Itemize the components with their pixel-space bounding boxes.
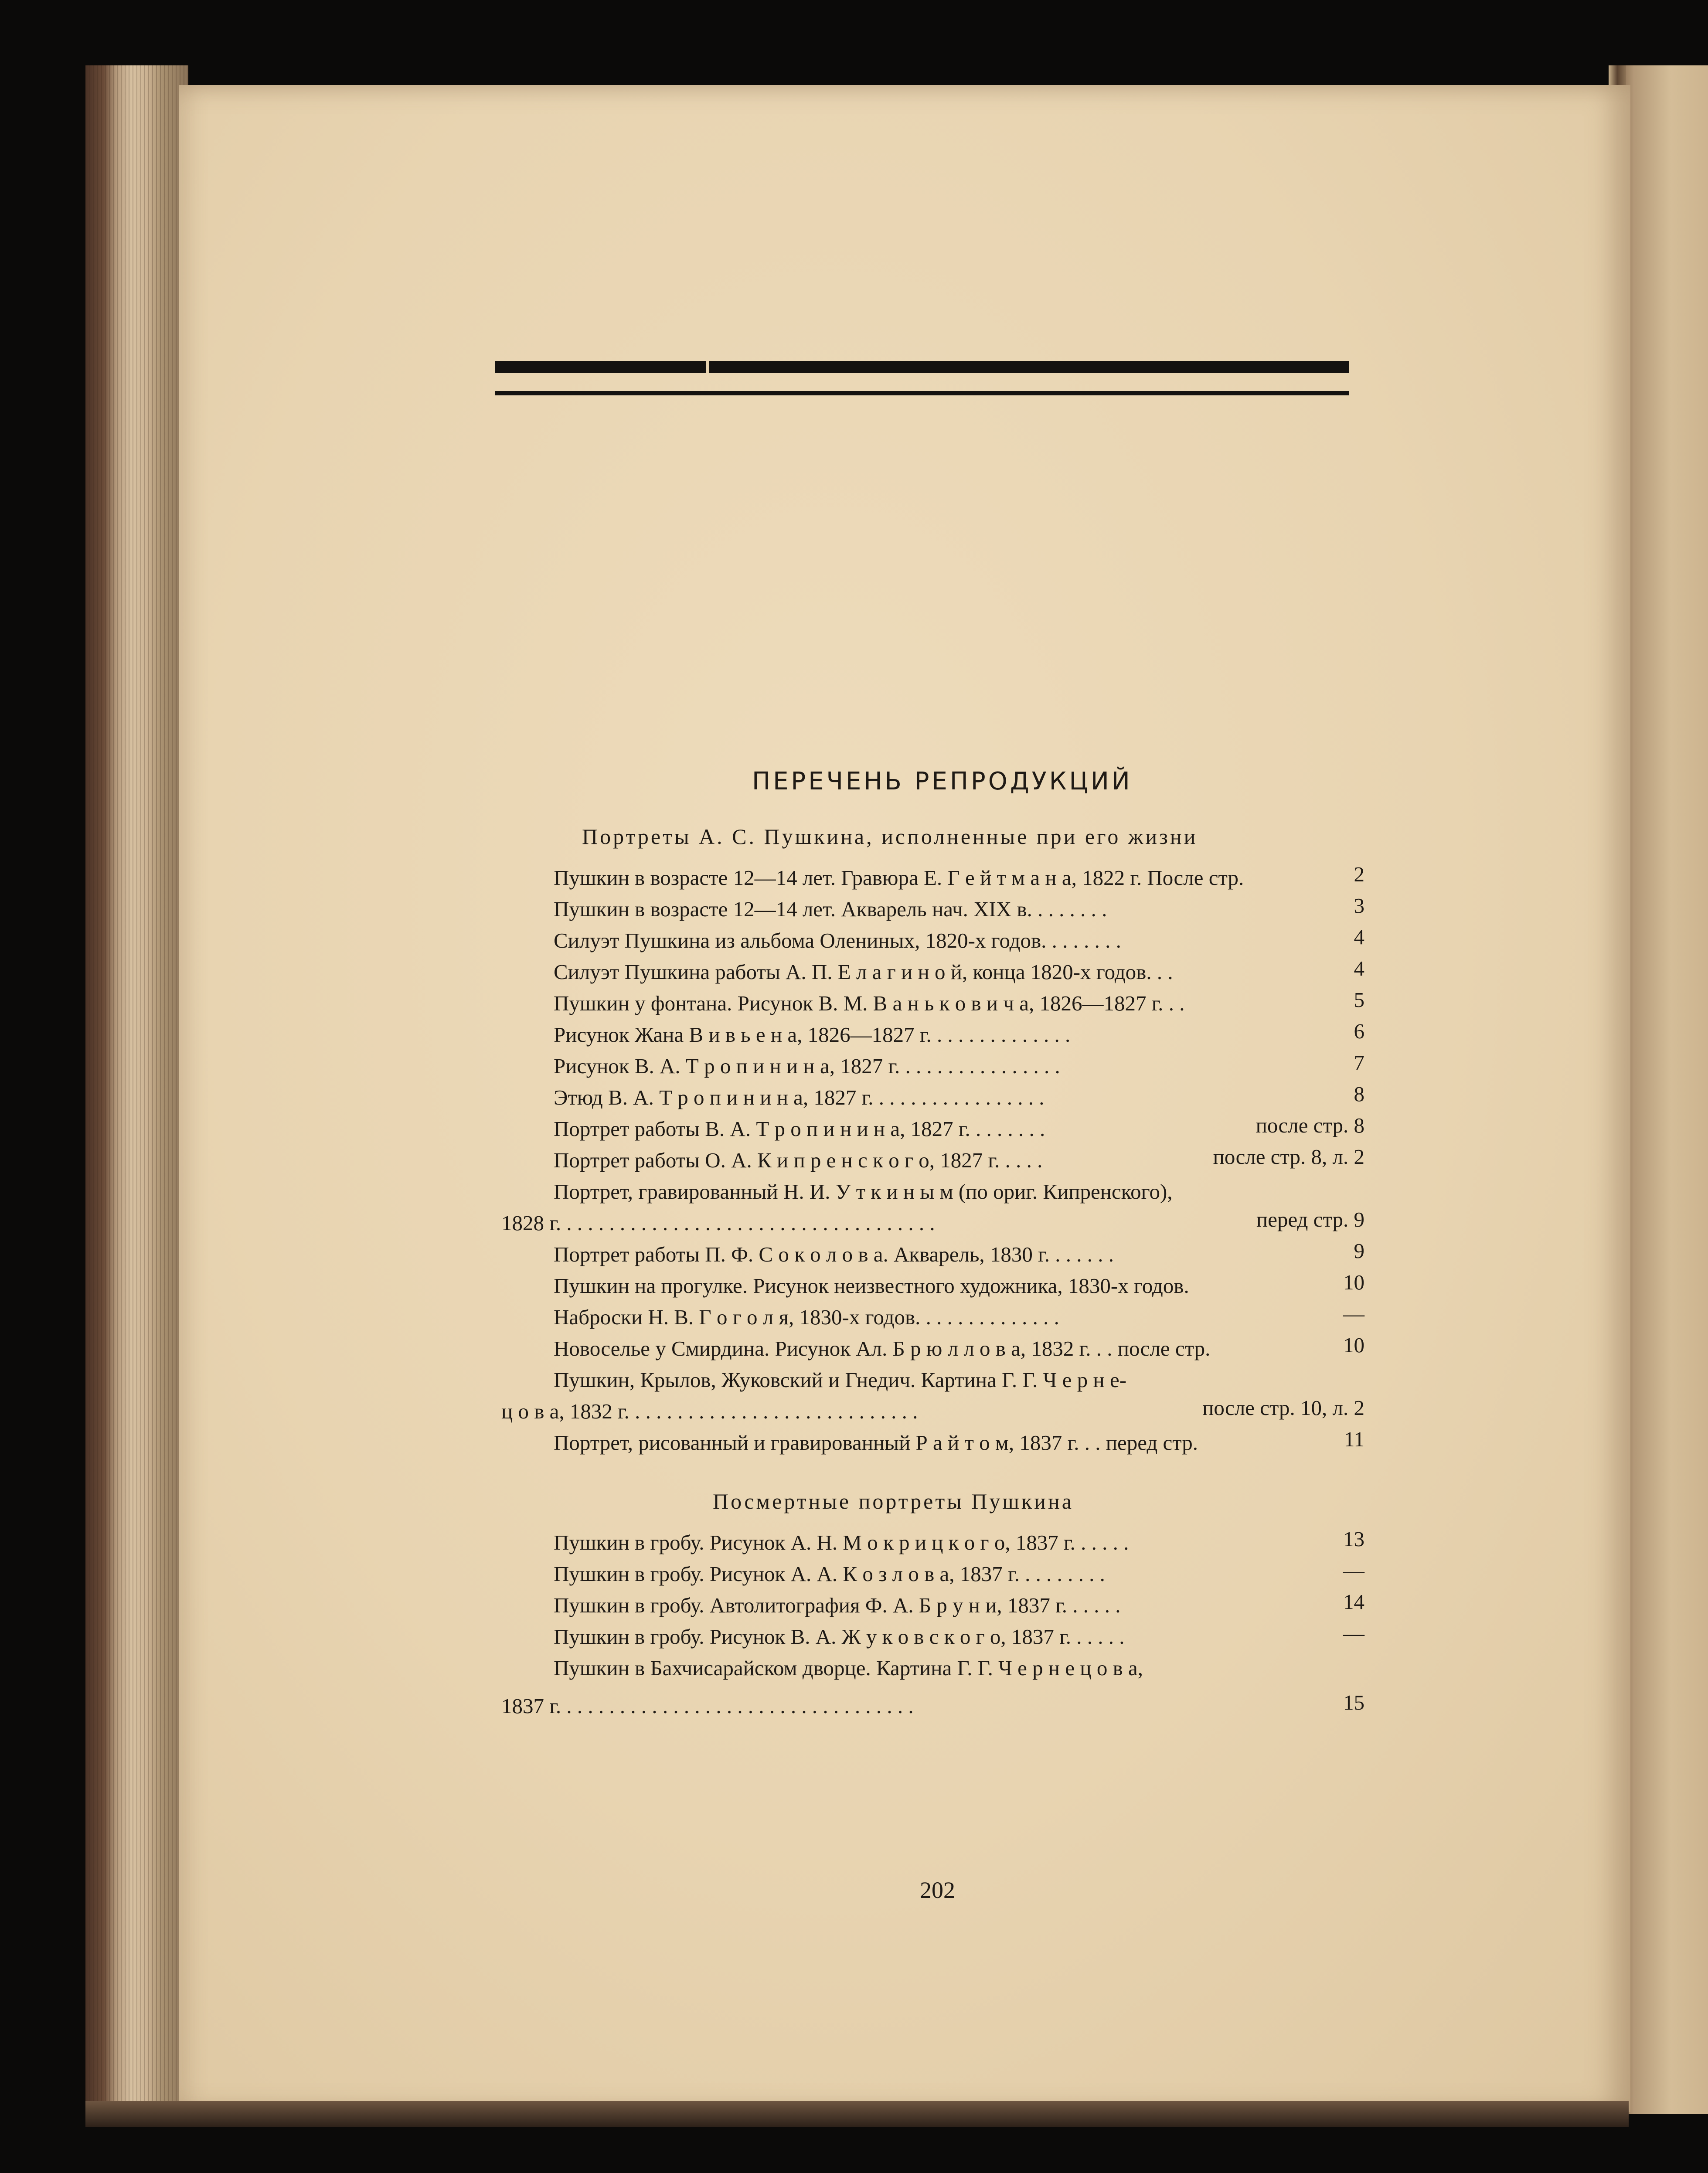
entry-page: 9	[1354, 1239, 1364, 1263]
entry-page: 10	[1343, 1333, 1364, 1357]
entry-page: —	[1343, 1302, 1364, 1326]
list-item	[554, 1333, 1364, 1362]
list-item	[554, 1558, 1364, 1588]
entry-title: Пушкин в гробу. Рисунок В. А. Ж у к о в с к о г о, 1837 г. . . . . .	[554, 1625, 1125, 1649]
list-item	[554, 1082, 1364, 1111]
ornamental-rule-thin	[495, 391, 1349, 395]
entry-page: 8	[1354, 1082, 1364, 1106]
entry-page: 13	[1343, 1527, 1364, 1551]
entry-page: 4	[1354, 925, 1364, 949]
entry-title: Силуэт Пушкина из альбома Олениных, 1820-х годов. . . . . . . .	[554, 928, 1121, 952]
list-item	[554, 1019, 1364, 1048]
list-item	[554, 894, 1364, 923]
entry-title: Рисунок Жана В и в ь е н а, 1826—1827 г. . . . . . . . . . . . . .	[554, 1023, 1071, 1047]
entry-title: Пушкин у фонтана. Рисунок В. М. В а н ь к о в и ч а, 1826—1827 г. . .	[554, 991, 1185, 1015]
entry-title: Портрет, гравированный Н. И. У т к и н ы м (по ориг. Кипренского),	[554, 1180, 1173, 1204]
list-item	[554, 1367, 1364, 1394]
page-number: 202	[920, 1877, 955, 1903]
section-heading-posthumous-portraits: Посмертные портреты Пушкина	[713, 1489, 1074, 1513]
list-item	[554, 862, 1364, 891]
list-item	[554, 1051, 1364, 1080]
ornamental-rule-break	[706, 361, 709, 373]
entry-title: Пушкин, Крылов, Жуковский и Гнедич. Картина Г. Г. Ч е р н е-	[554, 1368, 1127, 1392]
list-item	[554, 1527, 1364, 1556]
entry-page: 7	[1354, 1051, 1364, 1075]
entry-title: Пушкин в гробу. Рисунок А. А. К о з л о в а, 1837 г. . . . . . . . .	[554, 1562, 1105, 1586]
entry-title: Пушкин в Бахчисарайском дворце. Картина Г. Г. Ч е р н е ц о в а,	[554, 1656, 1143, 1680]
entry-page: перед стр. 9	[1256, 1207, 1364, 1231]
entry-title: Рисунок В. А. Т р о п и н и н а, 1827 г. . . . . . . . . . . . . . . .	[554, 1054, 1060, 1078]
ornamental-rule-thick	[495, 361, 1349, 373]
list-item	[554, 1302, 1364, 1331]
entry-title-continuation: 1828 г. . . . . . . . . . . . . . . . . . . . . . . . . . . . . . . . . . . .	[501, 1211, 935, 1235]
list-item-continuation	[501, 1396, 1364, 1425]
entry-title: Портрет работы П. Ф. С о к о л о в а. Акварель, 1830 г. . . . . . .	[554, 1242, 1114, 1266]
entry-title-continuation: 1837 г. . . . . . . . . . . . . . . . . . . . . . . . . . . . . . . . . .	[501, 1694, 914, 1718]
entry-page: 11	[1344, 1427, 1364, 1451]
entry-title: Пушкин на прогулке. Рисунок неизвестного художника, 1830-х годов.	[554, 1274, 1189, 1298]
entry-title: Новоселье у Смирдина. Рисунок Ал. Б р ю л л о в а, 1832 г. . . после стр.	[554, 1336, 1211, 1360]
list-item	[554, 988, 1364, 1017]
entry-title: Силуэт Пушкина работы А. П. Е л а г и н о й, конца 1820-х годов. . .	[554, 960, 1173, 984]
entry-title: Пушкин в гробу. Рисунок А. Н. М о к р и ц к о г о, 1837 г. . . . . .	[554, 1530, 1129, 1554]
entry-page: после стр. 8, л. 2	[1213, 1145, 1364, 1169]
entry-page: —	[1343, 1558, 1364, 1582]
entry-title: Портрет, рисованный и гравированный Р а й т о м, 1837 г. . . перед стр.	[554, 1431, 1198, 1455]
entry-title: Наброски Н. В. Г о г о л я, 1830-х годов. . . . . . . . . . . . . .	[554, 1305, 1059, 1329]
entry-page: 10	[1343, 1270, 1364, 1294]
list-item	[554, 1179, 1364, 1205]
list-item	[554, 1270, 1364, 1299]
book-bottom-shadow	[85, 2101, 1629, 2127]
entry-title: Пушкин в гробу. Автолитография Ф. А. Б р у н и, 1837 г. . . . . .	[554, 1593, 1121, 1617]
entry-title-continuation: ц о в а, 1832 г. . . . . . . . . . . . . . . . . . . . . . . . . . . .	[501, 1399, 918, 1423]
list-item-continuation	[501, 1690, 1364, 1720]
section-heading-lifetime-portraits: Портреты А. С. Пушкина, исполненные при его жизни	[582, 824, 1198, 849]
list-item-continuation	[501, 1207, 1364, 1237]
entry-page: 5	[1354, 988, 1364, 1012]
entry-page: 4	[1354, 956, 1364, 980]
list-item	[554, 1590, 1364, 1619]
page-title: ПЕРЕЧЕНЬ РЕПРОДУКЦИЙ	[752, 767, 1133, 796]
entry-page: 14	[1343, 1590, 1364, 1614]
list-item	[554, 1113, 1364, 1143]
entry-title: Пушкин в возрасте 12—14 лет. Гравюра Е. Г е й т м а н а, 1822 г. После стр.	[554, 866, 1244, 890]
entry-page: после стр. 10, л. 2	[1202, 1396, 1364, 1420]
list-item	[554, 1621, 1364, 1650]
list-item	[554, 1239, 1364, 1268]
entry-page: 2	[1354, 862, 1364, 886]
entry-title: Этюд В. А. Т р о п и н и н а, 1827 г. . . . . . . . . . . . . . . . .	[554, 1085, 1045, 1109]
entry-page: после стр. 8	[1255, 1113, 1364, 1137]
list-item	[554, 1427, 1364, 1456]
entry-page: 15	[1343, 1690, 1364, 1714]
entry-title: Портрет работы В. А. Т р о п и н и н а, 1827 г. . . . . . . .	[554, 1117, 1045, 1141]
entry-title: Портрет работы О. А. К и п р е н с к о г о, 1827 г. . . . .	[554, 1148, 1043, 1172]
book-page-edges	[85, 65, 188, 2105]
entry-page: 3	[1354, 894, 1364, 918]
list-item	[554, 1656, 1364, 1682]
entry-page: —	[1343, 1621, 1364, 1645]
entry-title: Пушкин в возрасте 12—14 лет. Акварель нач. XIX в. . . . . . . .	[554, 897, 1107, 921]
list-item	[554, 956, 1364, 986]
list-item	[554, 925, 1364, 954]
entry-page: 6	[1354, 1019, 1364, 1043]
list-item	[554, 1145, 1364, 1174]
